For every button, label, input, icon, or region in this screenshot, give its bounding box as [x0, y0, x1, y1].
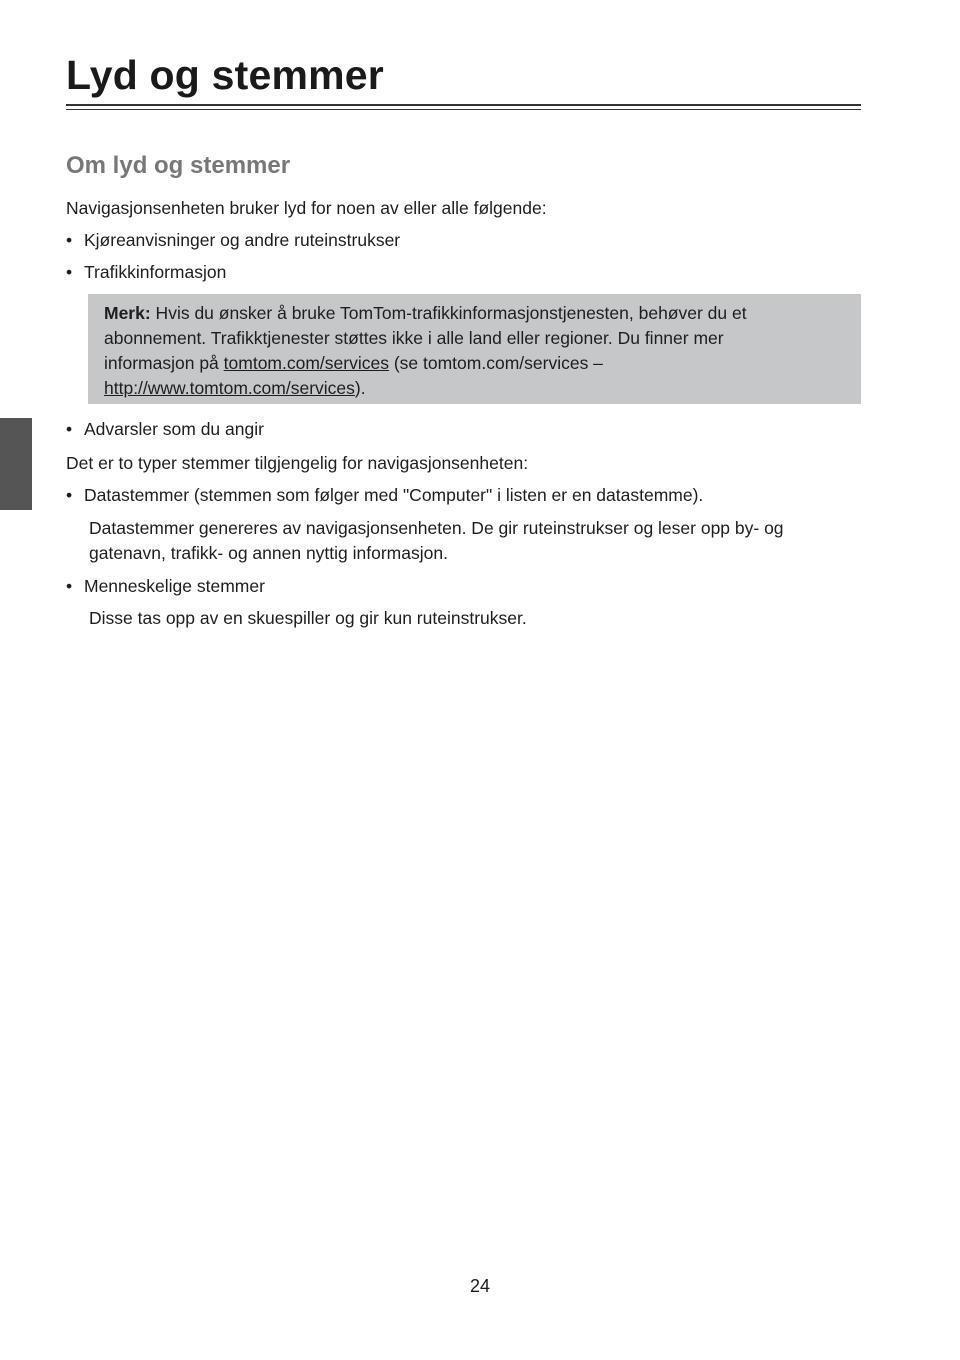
bullet-icon: •	[66, 262, 73, 282]
voice1-description-line: Datastemmer genereres av navigasjonsenheten. De gir ruteinstrukser og leser opp by- og	[89, 518, 784, 538]
list-item-text: Advarsler som du angir	[84, 419, 264, 439]
note-line: http://www.tomtom.com/services).	[104, 378, 366, 398]
title-divider-thin	[66, 109, 861, 110]
list-item-text: Kjøreanvisninger og andre ruteinstrukser	[84, 230, 401, 250]
bullet-icon: •	[66, 485, 73, 505]
voice1-description-line: gatenavn, trafikk- og annen nyttig informasjon.	[89, 543, 448, 563]
list-item	[66, 260, 226, 285]
title-divider-thick	[66, 104, 861, 106]
section-heading: Om lyd og stemmer	[66, 152, 291, 179]
list-item-text: Menneskelige stemmer	[84, 576, 265, 596]
list-item-text: Trafikkinformasjon	[84, 262, 227, 282]
bullet-icon: •	[66, 230, 73, 250]
note-line: informasjon på tomtom.com/services (se tomtom.com/services –	[104, 353, 603, 373]
note-line: Merk: Hvis du ønsker å bruke TomTom-trafikkinformasjonstjenesten, behøver du et	[104, 303, 747, 323]
note-text	[104, 301, 747, 401]
page-number: 24	[469, 1276, 491, 1296]
list-item	[66, 228, 400, 253]
chapter-side-tab	[0, 418, 32, 510]
note-box	[88, 294, 861, 404]
list-item-text: Datastemmer (stemmen som følger med "Computer" i listen er en datastemme).	[84, 485, 704, 505]
note-label: Merk:	[104, 303, 151, 323]
services-url-link[interactable]: http://www.tomtom.com/services	[104, 378, 355, 398]
bullet-icon: •	[66, 576, 73, 596]
list-item	[66, 574, 265, 599]
list-item	[66, 483, 703, 508]
services-link[interactable]: tomtom.com/services	[223, 353, 389, 373]
page-title: Lyd og stemmer	[66, 52, 384, 98]
intro-paragraph: Navigasjonsenheten bruker lyd for noen av eller alle følgende:	[66, 198, 547, 218]
voices-intro: Det er to typer stemmer tilgjengelig for navigasjonsenheten:	[66, 453, 529, 473]
note-line: abonnement. Trafikktjenester støttes ikke i alle land eller regioner. Du finner mer	[104, 328, 724, 348]
bullet-icon: •	[66, 419, 73, 439]
list-item	[66, 417, 264, 442]
voice2-description: Disse tas opp av en skuespiller og gir kun ruteinstrukser.	[89, 608, 527, 628]
